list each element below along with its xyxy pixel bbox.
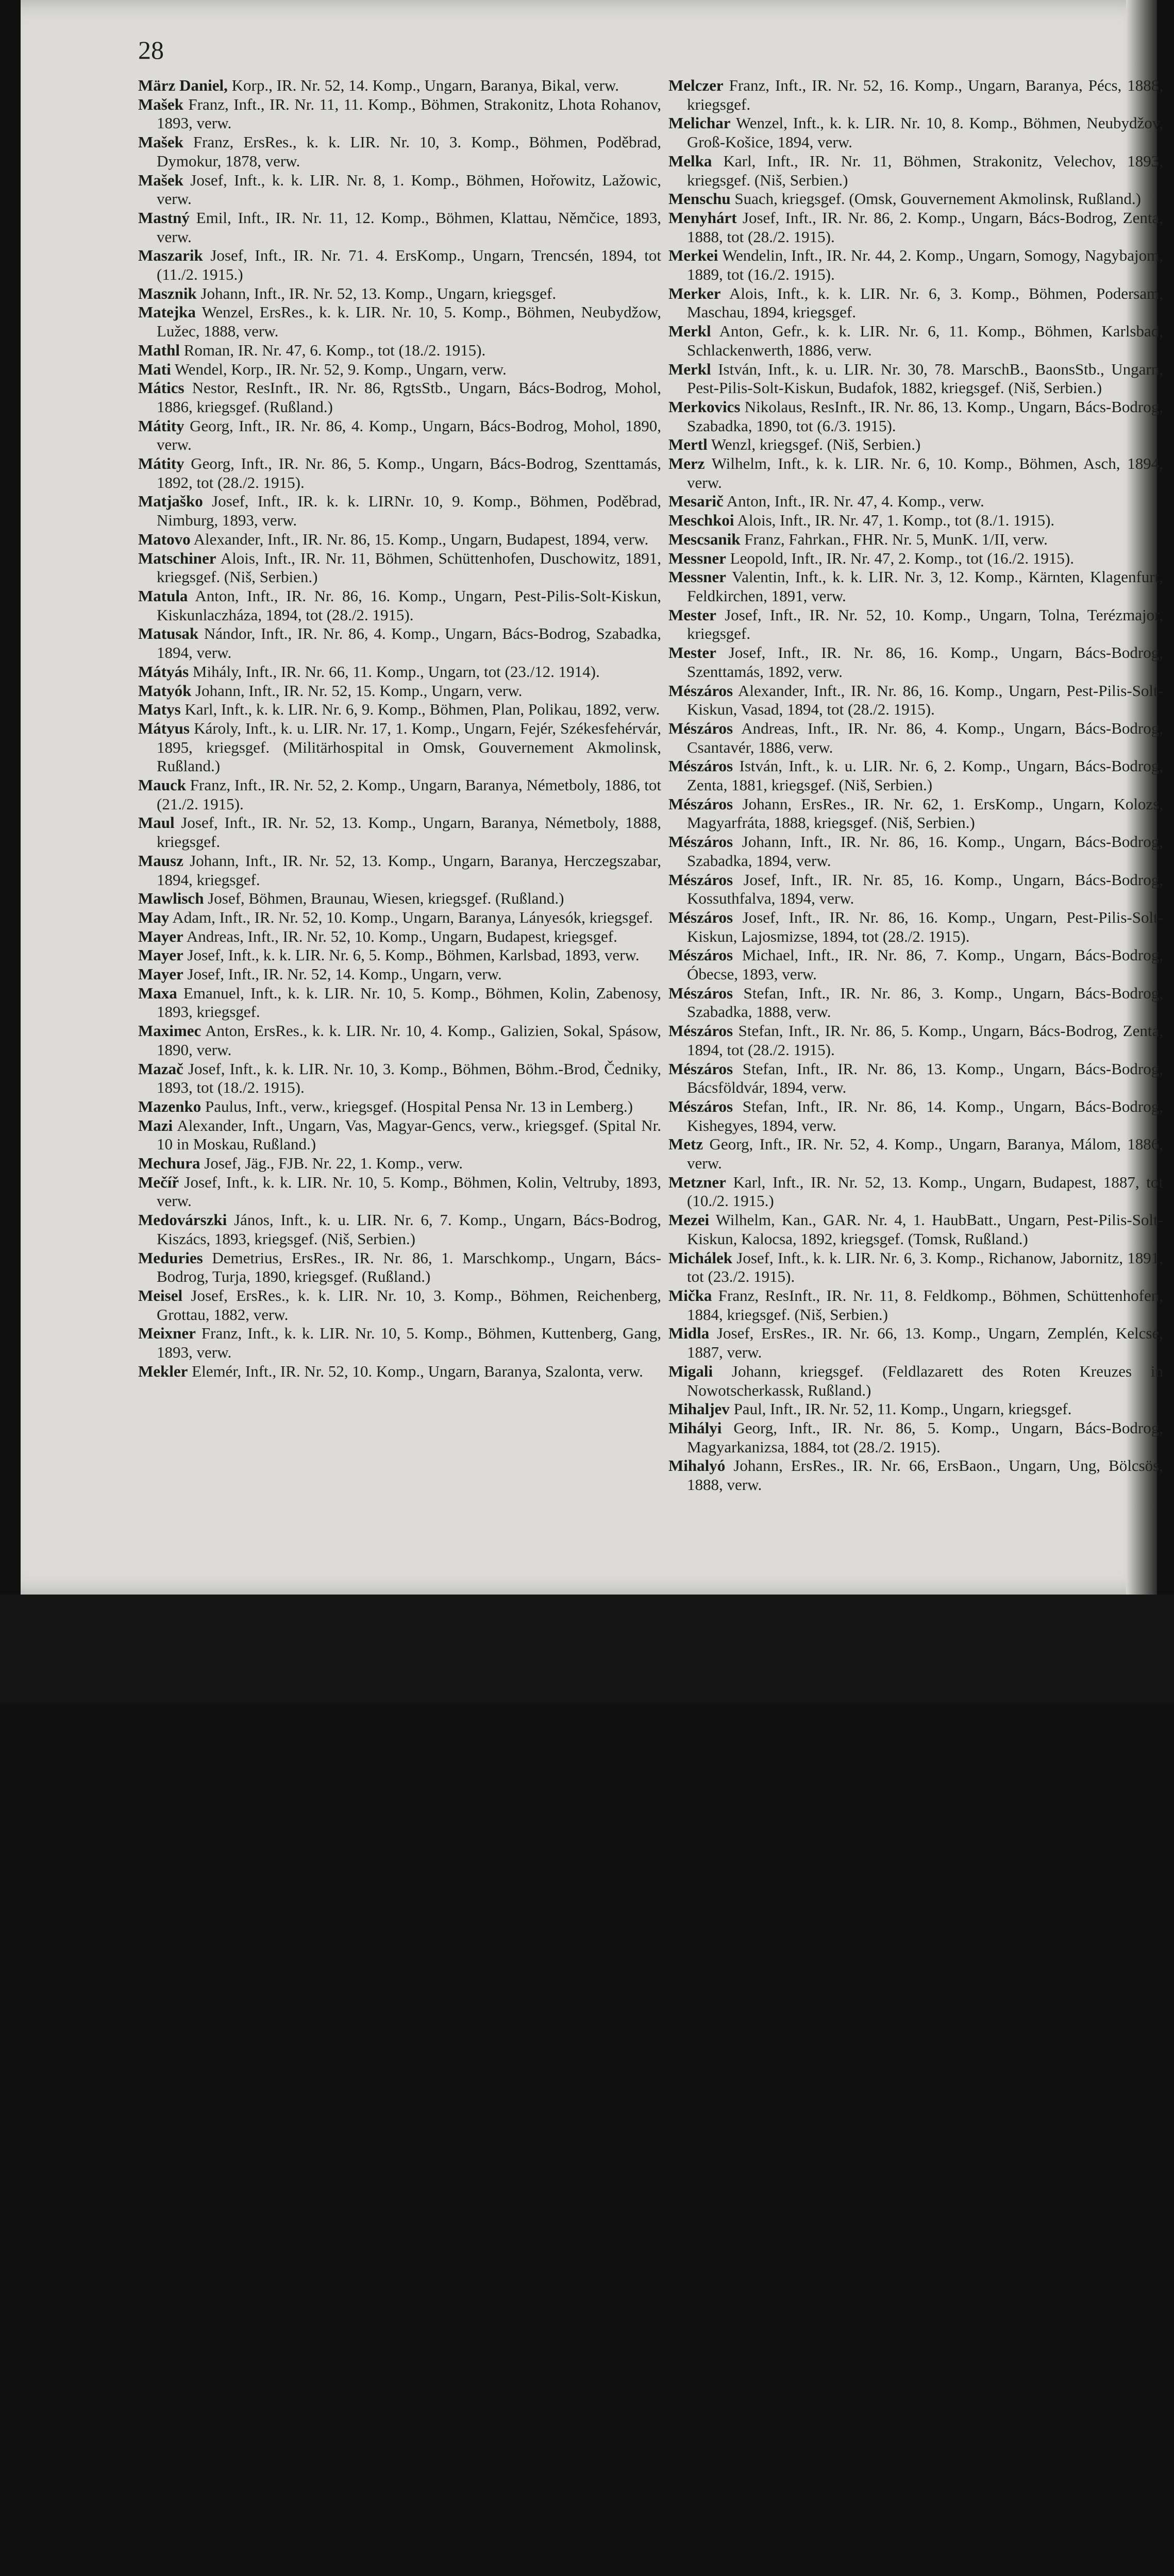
entry-surname: May [138, 908, 170, 926]
entry-details: Josef, ErsRes., IR. Nr. 66, 13. Komp., Ungarn, Zemplén, Kelcse, 1887, verw. [687, 1324, 1164, 1362]
register-entry [668, 492, 1163, 511]
register-entry [668, 76, 1163, 114]
register-entry [138, 1362, 661, 1381]
entry-details: János, Inft., k. u. LIR. Nr. 6, 7. Komp., Ungarn, Bács-Bodrog, Kiszács, 1893, kriegsgef. (Niš, Serbien.) [157, 1211, 661, 1248]
entry-surname: Menyhárt [668, 208, 737, 227]
left-column [138, 76, 661, 1381]
entry-surname: Mečíř [138, 1173, 179, 1191]
register-entry [668, 190, 1163, 209]
entry-surname: Maxa [138, 984, 177, 1002]
register-entry [668, 984, 1163, 1022]
entry-surname: Mátity [138, 454, 185, 473]
entry-details: Leopold, Inft., IR. Nr. 47, 2. Komp., tot (16./2. 1915). [730, 549, 1074, 567]
register-entry [138, 624, 661, 662]
entry-surname: Mészáros [668, 757, 733, 775]
entry-details: Andreas, Inft., IR. Nr. 86, 4. Komp., Ungarn, Bács-Bodrog, Csantavér, 1886, verw. [687, 719, 1163, 756]
entry-surname: Merkl [668, 360, 711, 378]
entry-details: Wenzel, ErsRes., k. k. LIR. Nr. 10, 5. Komp., Böhmen, Neubydžow, Lužec, 1888, verw. [157, 303, 661, 341]
entry-details: Johann, Inft., IR. Nr. 52, 13. Komp., Ungarn, kriegsgef. [200, 284, 557, 302]
register-entry [668, 1400, 1163, 1419]
entry-details: Josef, Böhmen, Braunau, Wiesen, kriegsgef. (Rußland.) [208, 889, 564, 908]
entry-surname: Mészáros [668, 833, 733, 851]
entry-surname: Mátity [138, 416, 185, 435]
entry-details: Franz, Inft., IR. Nr. 11, 11. Komp., Böhmen, Strakonitz, Lhota Rohanov, 1893, verw. [157, 95, 662, 132]
register-entry [138, 209, 661, 246]
entry-details: Josef, Inft., IR. Nr. 86, 2. Komp., Ungarn, Bács-Bodrog, Zenta, 1888, tot (28./2. 1915). [687, 208, 1163, 246]
entry-surname: Mathl [138, 341, 180, 359]
entry-surname: Merkovics [668, 397, 741, 416]
register-entry [138, 1249, 661, 1286]
register-entry [138, 946, 661, 965]
entry-surname: Mayer [138, 927, 183, 945]
entry-surname: Michálek [668, 1248, 732, 1267]
entry-details: Franz, ErsRes., k. k. LIR. Nr. 10, 3. Komp., Böhmen, Poděbrad, Dymokur, 1878, verw. [157, 133, 661, 170]
register-entry [668, 1362, 1163, 1400]
entry-details: Stefan, Inft., IR. Nr. 86, 5. Komp., Ungarn, Bács-Bodrog, Zenta, 1894, tot (28./2. 1915). [687, 1022, 1163, 1059]
entry-surname: Migali [668, 1362, 713, 1380]
entry-surname: Mészáros [668, 794, 733, 813]
register-entry [138, 454, 661, 492]
register-entry [138, 1060, 661, 1097]
entry-details: Alexander, Inft., IR. Nr. 86, 15. Komp., Ungarn, Budapest, 1894, verw. [193, 530, 649, 548]
register-entry [668, 1060, 1163, 1097]
register-entry [138, 417, 661, 454]
register-entry [138, 492, 661, 530]
entry-details: Josef, Inft., k. k. LIR. Nr. 6, 3. Komp., Richanow, Jabornitz, 1891, tot (23./2. 1915). [687, 1248, 1163, 1286]
register-entry [138, 1286, 661, 1324]
entry-details: Alexander, Inft., IR. Nr. 86, 16. Komp., Ungarn, Pest-Pilis-Solt-Kiskun, Vasad, 1894, tot (28./2. 1915). [687, 681, 1163, 719]
entry-surname: Mészáros [668, 1022, 733, 1040]
register-entry [138, 1211, 661, 1248]
entry-surname: Matula [138, 586, 188, 605]
register-entry [138, 663, 661, 682]
entry-details: Emanuel, Inft., k. k. LIR. Nr. 10, 5. Komp., Böhmen, Kolin, Zabenosy, 1893, kriegsgef. [157, 984, 661, 1021]
register-entry [668, 152, 1163, 190]
register-entry [138, 341, 661, 360]
entry-surname: Meschkoi [668, 511, 734, 530]
register-entry [668, 757, 1163, 794]
viewer-footer [0, 1595, 1174, 1704]
register-entry [138, 587, 661, 624]
register-entry [138, 171, 661, 209]
register-entry [138, 549, 661, 587]
entry-surname: Mesarič [668, 492, 724, 511]
entry-surname: Mauck [138, 776, 186, 794]
entry-details: Anton, ErsRes., k. k. LIR. Nr. 10, 4. Komp., Galizien, Sokal, Spásow, 1890, verw. [157, 1022, 661, 1059]
register-entry [668, 1419, 1163, 1456]
entry-details: Adam, Inft., IR. Nr. 52, 10. Komp., Ungarn, Baranya, Lányesók, kriegsgef. [172, 908, 653, 926]
entry-details: Josef, Inft., IR. Nr. 52, 14. Komp., Ungarn, verw. [187, 965, 502, 984]
entry-details: Wenzel, Inft., k. k. LIR. Nr. 10, 8. Komp., Böhmen, Neubydžov, Groß-Košice, 1894, verw. [687, 114, 1163, 151]
entry-details: Anton, Gefr., k. k. LIR. Nr. 6, 11. Komp., Böhmen, Karlsbad, Schlackenwerth, 1886, verw. [687, 322, 1164, 359]
entry-details: Josef, Inft., IR. Nr. 86, 16. Komp., Ungarn, Pest-Pilis-Solt-Kiskun, Lajosmizse, 1894, tot (28./2. 1915). [687, 908, 1164, 945]
register-entry [668, 114, 1163, 151]
page-number: 28 [138, 36, 164, 64]
entry-details: Franz, Fahrkan., FHR. Nr. 5, MunK. 1/II, verw. [744, 530, 1048, 548]
entry-details: Elemér, Inft., IR. Nr. 52, 10. Komp., Ungarn, Baranya, Szalonta, verw. [192, 1362, 643, 1380]
entry-surname: Medovárszki [138, 1211, 227, 1229]
right-column [668, 76, 1163, 1495]
entry-details: Andreas, Inft., IR. Nr. 52, 10. Komp., Ungarn, Budapest, kriegsgef. [186, 927, 617, 945]
entry-surname: Melichar [668, 114, 731, 132]
register-entry [668, 511, 1163, 530]
entry-surname: Mawlisch [138, 889, 204, 908]
register-entry [138, 682, 661, 701]
register-entry [668, 908, 1163, 946]
entry-surname: Mészáros [668, 1059, 733, 1078]
register-entry [668, 454, 1163, 492]
register-entry [668, 1456, 1163, 1494]
register-entry [668, 530, 1163, 549]
register-entry [138, 776, 661, 814]
entry-surname: Mészáros [668, 1097, 733, 1115]
entry-details: Franz, Inft., k. k. LIR. Nr. 10, 5. Komp., Böhmen, Kuttenberg, Gang, 1893, verw. [157, 1324, 662, 1362]
register-entry [138, 1154, 661, 1173]
entry-surname: Masznik [138, 284, 197, 302]
register-entry [668, 871, 1163, 908]
entry-details: Josef, Inft., IR. k. k. LIRNr. 10, 9. Komp., Böhmen, Poděbrad, Nimburg, 1893, verw. [157, 492, 662, 530]
register-entry [138, 719, 661, 776]
entry-surname: Mihályi [668, 1418, 722, 1437]
entry-surname: Mester [668, 643, 716, 662]
entry-details: Josef, Inft., IR. Nr. 85, 16. Komp., Ungarn, Bács-Bodrog, Kossuthfalva, 1894, verw. [687, 870, 1164, 908]
entry-details: Wendelin, Inft., IR. Nr. 44, 2. Komp., Ungarn, Somogy, Nagybajom, 1889, tot (16./2. 1915). [687, 246, 1163, 284]
entry-details: Johann, ErsRes., IR. Nr. 62, 1. ErsKomp., Ungarn, Kolozs, Magyarfráta, 1888, kriegsgef. (Niš, Serbien.) [687, 794, 1164, 832]
register-entry [668, 1135, 1163, 1173]
entry-details: Stefan, Inft., IR. Nr. 86, 3. Komp., Ungarn, Bács-Bodrog, Szabadka, 1888, verw. [687, 984, 1164, 1021]
entry-surname: Mátyus [138, 719, 190, 737]
register-entry [138, 284, 661, 303]
entry-surname: Meduries [138, 1248, 203, 1267]
register-entry [138, 889, 661, 908]
entry-details: Josef, Jäg., FJB. Nr. 22, 1. Komp., verw. [204, 1154, 463, 1173]
entry-surname: Mechura [138, 1154, 200, 1173]
register-entry [138, 965, 661, 984]
register-entry [668, 719, 1163, 757]
entry-surname: Matusak [138, 624, 199, 643]
entry-surname: Meixner [138, 1324, 196, 1343]
entry-surname: Matejka [138, 303, 196, 321]
register-entry [138, 133, 661, 171]
entry-details: Wilhelm, Kan., GAR. Nr. 4, 1. HaubBatt., Ungarn, Pest-Pilis-Solt-Kiskun, Kalocsa, 1892, kriegsgef. (Tomsk, Rußland.) [687, 1211, 1163, 1248]
entry-details: Karl, Inft., k. k. LIR. Nr. 6, 9. Komp., Böhmen, Plan, Polikau, 1892, verw. [185, 700, 660, 719]
entry-details: Stefan, Inft., IR. Nr. 86, 13. Komp., Ungarn, Bács-Bodrog, Bácsföldvár, 1894, verw. [687, 1059, 1163, 1097]
entry-details: Stefan, Inft., IR. Nr. 86, 14. Komp., Ungarn, Bács-Bodrog, Kishegyes, 1894, verw. [687, 1097, 1163, 1134]
register-entry [668, 1249, 1163, 1286]
register-entry [138, 852, 661, 889]
entry-details: Paul, Inft., IR. Nr. 52, 11. Komp., Ungarn, kriegsgef. [733, 1400, 1072, 1418]
entry-surname: Mazi [138, 1116, 173, 1134]
entry-surname: Mihalyó [668, 1456, 726, 1475]
entry-details: Valentin, Inft., k. k. LIR. Nr. 3, 12. Komp., Kärnten, Klagenfurt, Feldkirchen, 1891, verw. [687, 568, 1163, 605]
register-entry [138, 1324, 661, 1362]
entry-surname: Mészáros [668, 719, 733, 737]
entry-details: Josef, Inft., k. k. LIR. Nr. 10, 3. Komp., Böhmen, Böhm.-Brod, Čedniky, 1893, tot (18./2. 1915). [157, 1059, 662, 1097]
register-entry [138, 1022, 661, 1059]
entry-details: Josef, Inft., IR. Nr. 86, 16. Komp., Ungarn, Bács-Bodrog, Szenttamás, 1892, verw. [687, 643, 1163, 681]
entry-details: Josef, Inft., k. k. LIR. Nr. 6, 5. Komp., Böhmen, Karlsbad, 1893, verw. [187, 946, 640, 964]
register-entry [668, 1286, 1163, 1324]
entry-surname: Mausz [138, 851, 183, 870]
register-entry [668, 1173, 1163, 1211]
entry-details: Georg, Inft., IR. Nr. 86, 5. Komp., Ungarn, Bács-Bodrog, Szenttamás, 1892, tot (28./2. 1915). [157, 454, 662, 492]
entry-surname: Metzner [668, 1173, 726, 1191]
register-entry [668, 246, 1163, 284]
entry-surname: Mayer [138, 946, 183, 964]
entry-surname: Merkl [668, 322, 711, 341]
entry-details: Nikolaus, ResInft., IR. Nr. 86, 13. Komp., Ungarn, Bács-Bodrog, Szabadka, 1890, tot (6./3. 1915). [687, 397, 1164, 435]
entry-details: Alois, Inft., IR. Nr. 47, 1. Komp., tot (8./1. 1915). [737, 511, 1055, 530]
entry-surname: Mihaljev [668, 1400, 730, 1418]
entry-surname: Merker [668, 284, 721, 302]
entry-surname: Mastný [138, 208, 190, 227]
entry-details: Emil, Inft., IR. Nr. 11, 12. Komp., Böhmen, Klattau, Němčice, 1893, verw. [157, 208, 662, 246]
entry-details: Johann, Inft., IR. Nr. 52, 13. Komp., Ungarn, Baranya, Herczegszabar, 1894, kriegsgef. [157, 851, 661, 889]
entry-surname: Mazenko [138, 1097, 202, 1115]
entry-surname: Melka [668, 151, 712, 170]
entry-details: Anton, Inft., IR. Nr. 47, 4. Komp., verw. [726, 492, 984, 511]
register-entry [138, 1097, 661, 1116]
entry-surname: Matyók [138, 681, 192, 700]
entry-details: Suach, kriegsgef. (Omsk, Gouvernement Akmolinsk, Rußland.) [734, 190, 1141, 208]
register-entry [668, 833, 1163, 870]
entry-surname: Merz [668, 454, 705, 473]
entry-details: Johann, kriegsgef. (Feldlazarett des Roten Kreuzes in Nowotscherkassk, Rußland.) [687, 1362, 1163, 1399]
register-entry [138, 379, 661, 416]
entry-details: Demetrius, ErsRes., IR. Nr. 86, 1. Marschkomp., Ungarn, Bács-Bodrog, Turja, 1890, kriegsgef. (Rußland.) [157, 1248, 662, 1286]
entry-surname: Messner [668, 568, 726, 586]
entry-surname: Maszarik [138, 246, 203, 265]
register-entry [668, 1097, 1163, 1135]
register-entry [668, 568, 1163, 605]
register-entry [668, 946, 1163, 984]
entry-details: Roman, IR. Nr. 47, 6. Komp., tot (18./2. 1915). [183, 341, 486, 359]
entry-surname: März Daniel, [138, 76, 228, 94]
entry-details: Alois, Inft., k. k. LIR. Nr. 6, 3. Komp., Böhmen, Podersam, Maschau, 1894, kriegsgef. [687, 284, 1163, 321]
entry-details: Alexander, Inft., Ungarn, Vas, Magyar-Gencs, verw., kriegsgef. (Spital Nr. 10 in Moskau, Rußland.) [157, 1116, 661, 1154]
register-entry [668, 322, 1163, 360]
entry-details: Nándor, Inft., IR. Nr. 86, 4. Komp., Ungarn, Bács-Bodrog, Szabadka, 1894, verw. [157, 624, 661, 662]
entry-details: Wendel, Korp., IR. Nr. 52, 9. Komp., Ungarn, verw. [174, 360, 507, 378]
entry-details: Johann, ErsRes., IR. Nr. 66, ErsBaon., Ungarn, Ung, Bölcsös, 1888, verw. [687, 1456, 1163, 1494]
register-entry [138, 984, 661, 1022]
entry-details: István, Inft., k. u. LIR. Nr. 30, 78. MarschB., BaonsStb., Ungarn, Pest-Pilis-Solt-Kiskun, Budafok, 1882, kriegsgef. (Niš, Serbien.) [687, 360, 1163, 397]
entry-surname: Mészáros [668, 681, 733, 700]
entry-surname: Midla [668, 1324, 710, 1343]
entry-surname: Mátyás [138, 662, 189, 681]
entry-details: Georg, Inft., IR. Nr. 86, 4. Komp., Ungarn, Bács-Bodrog, Mohol, 1890, verw. [157, 416, 661, 454]
entry-details: Josef, ErsRes., k. k. LIR. Nr. 10, 3. Komp., Böhmen, Reichenberg, Grottau, 1882, verw. [157, 1286, 662, 1324]
entry-surname: Menschu [668, 190, 731, 208]
entry-details: Johann, Inft., IR. Nr. 52, 15. Komp., Ungarn, verw. [195, 681, 523, 700]
entry-surname: Mescsanik [668, 530, 741, 548]
entry-surname: Merkei [668, 246, 718, 265]
entry-details: Josef, Inft., IR. Nr. 71. 4. ErsKomp., Ungarn, Trencsén, 1894, tot (11./2. 1915.) [157, 246, 661, 284]
entry-surname: Mayer [138, 965, 183, 984]
register-entry [138, 246, 661, 284]
entry-details: Nestor, ResInft., IR. Nr. 86, RgtsStb., Ungarn, Bács-Bodrog, Mohol, 1886, kriegsgef. (Rußland.) [157, 379, 661, 416]
entry-surname: Maximec [138, 1022, 202, 1040]
entry-surname: Matschiner [138, 549, 216, 567]
entry-surname: Mátics [138, 379, 185, 397]
entry-details: Wilhelm, Inft., k. k. LIR. Nr. 6, 10. Komp., Böhmen, Asch, 1894, verw. [687, 454, 1163, 492]
entry-details: Josef, Inft., k. k. LIR. Nr. 10, 5. Komp., Böhmen, Kolin, Veltruby, 1893, verw. [157, 1173, 661, 1210]
register-entry [138, 303, 661, 341]
entry-surname: Messner [668, 549, 726, 567]
entry-details: Josef, Inft., k. k. LIR. Nr. 8, 1. Komp., Böhmen, Hořowitz, Lažowic, verw. [157, 171, 661, 208]
register-entry [668, 606, 1163, 643]
entry-details: Paulus, Inft., verw., kriegsgef. (Hospital Pensa Nr. 13 in Lemberg.) [205, 1097, 633, 1115]
register-entry [668, 682, 1163, 719]
entry-details: Wenzl, kriegsgef. (Niš, Serbien.) [711, 435, 921, 454]
entry-details: Franz, ResInft., IR. Nr. 11, 8. Feldkomp., Böhmen, Schüttenhofen, 1884, kriegsgef. (Niš, Serbien.) [687, 1286, 1163, 1324]
register-entry [668, 398, 1163, 435]
entry-surname: Matovo [138, 530, 191, 548]
entry-surname: Mati [138, 360, 171, 378]
entry-surname: Mašek [138, 95, 183, 113]
entry-surname: Metz [668, 1135, 703, 1154]
entry-surname: Mészáros [668, 946, 733, 964]
register-entry [668, 643, 1163, 681]
entry-details: István, Inft., k. u. LIR. Nr. 6, 2. Komp., Ungarn, Bács-Bodrog, Zenta, 1881, kriegsgef. (Niš, Serbien.) [687, 757, 1163, 794]
entry-surname: Mezei [668, 1211, 710, 1229]
register-entry [668, 795, 1163, 833]
entry-details: Franz, Inft., IR. Nr. 52, 2. Komp., Ungarn, Baranya, Németboly, 1886, tot (21./2. 1915). [157, 776, 662, 813]
scanned-page [21, 0, 1164, 1595]
entry-details: Korp., IR. Nr. 52, 14. Komp., Ungarn, Baranya, Bikal, verw. [231, 76, 619, 94]
entry-surname: Mazač [138, 1059, 183, 1078]
entry-surname: Mertl [668, 435, 708, 454]
register-entry [668, 549, 1163, 568]
register-entry [138, 814, 661, 851]
register-entry [138, 76, 661, 95]
entry-details: Franz, Inft., IR. Nr. 52, 16. Komp., Ungarn, Baranya, Pécs, 1888, kriegsgef. [687, 76, 1163, 113]
entry-surname: Mička [668, 1286, 712, 1304]
entry-details: Karl, Inft., IR. Nr. 11, Böhmen, Strakonitz, Velechov, 1893, kriegsgef. (Niš, Serbien.) [687, 151, 1164, 189]
entry-details: Josef, Inft., IR. Nr. 52, 13. Komp., Ungarn, Baranya, Németboly, 1888, kriegsgef. [157, 814, 662, 851]
entry-details: Alois, Inft., IR. Nr. 11, Böhmen, Schüttenhofen, Duschowitz, 1891, kriegsgef. (Niš, Serbien.) [157, 549, 662, 586]
entry-surname: Melczer [668, 76, 724, 94]
entry-details: Johann, Inft., IR. Nr. 86, 16. Komp., Ungarn, Bács-Bodrog, Szabadka, 1894, verw. [687, 833, 1163, 870]
entry-surname: Mészáros [668, 984, 733, 1002]
entry-details: Georg, Inft., IR. Nr. 52, 4. Komp., Ungarn, Baranya, Málom, 1886, verw. [687, 1135, 1164, 1173]
entry-details: Michael, Inft., IR. Nr. 86, 7. Komp., Ungarn, Bács-Bodrog, Óbecse, 1893, verw. [687, 946, 1164, 984]
entry-surname: Maul [138, 814, 175, 832]
register-entry [138, 908, 661, 927]
entry-surname: Matjaško [138, 492, 203, 511]
register-entry [138, 927, 661, 946]
entry-surname: Matys [138, 700, 181, 719]
entry-surname: Mekler [138, 1362, 188, 1380]
register-entry [668, 1324, 1163, 1362]
entry-surname: Mészáros [668, 908, 733, 926]
entry-surname: Mészáros [668, 870, 733, 889]
entry-surname: Mašek [138, 133, 183, 151]
entry-details: Georg, Inft., IR. Nr. 86, 5. Komp., Ungarn, Bács-Bodrog, Magyarkanizsa, 1884, tot (28./2. 1915). [687, 1418, 1163, 1456]
entry-details: Károly, Inft., k. u. LIR. Nr. 17, 1. Komp., Ungarn, Fejér, Székesfehérvár, 1895, kriegsgef. (Militärhospital in Omsk, Gouvernement Akmolinsk, Rußland.) [157, 719, 662, 775]
register-entry [668, 1211, 1163, 1248]
register-entry [138, 1173, 661, 1211]
register-entry [138, 360, 661, 379]
register-entry [668, 284, 1163, 322]
entry-surname: Meisel [138, 1286, 183, 1304]
register-entry [668, 209, 1163, 246]
entry-surname: Mašek [138, 171, 183, 189]
entry-details: Josef, Inft., IR. Nr. 52, 10. Komp., Ungarn, Tolna, Terézmajor, kriegsgef. [687, 605, 1163, 643]
register-entry [668, 1022, 1163, 1059]
entry-details: Anton, Inft., IR. Nr. 86, 16. Komp., Ungarn, Pest-Pilis-Solt-Kiskun, Kiskunlaczháza, 1894, tot (28./2. 1915). [157, 586, 661, 624]
register-entry [138, 95, 661, 133]
entry-surname: Mester [668, 605, 716, 624]
entry-details: Mihály, Inft., IR. Nr. 66, 11. Komp., Ungarn, tot (23./12. 1914). [192, 662, 600, 681]
register-entry [668, 360, 1163, 398]
register-entry [668, 435, 1163, 454]
register-entry [138, 530, 661, 549]
entry-details: Karl, Inft., IR. Nr. 52, 13. Komp., Ungarn, Budapest, 1887, tot (10./2. 1915.) [687, 1173, 1163, 1210]
register-entry [138, 700, 661, 719]
register-entry [138, 1116, 661, 1154]
